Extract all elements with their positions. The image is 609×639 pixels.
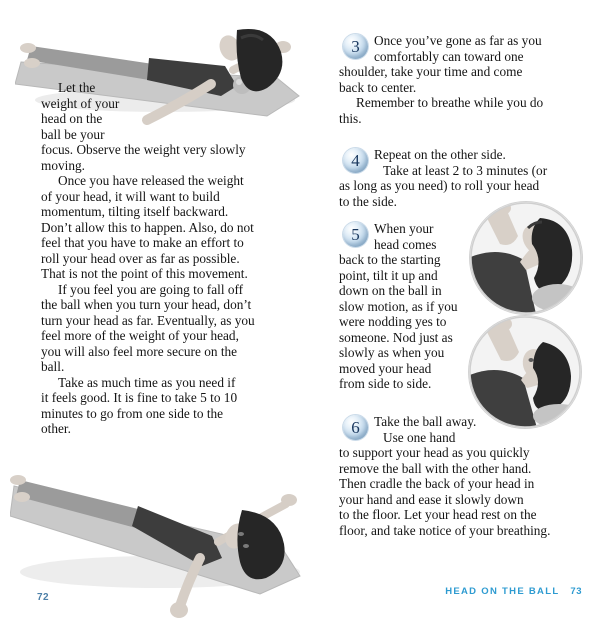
text-line: slowly as when you [339, 345, 445, 360]
text-line: minutes to go from one side to the [41, 405, 224, 421]
text-line: shoulder, take your time and come [339, 64, 523, 79]
step-3 [339, 33, 589, 126]
step-6-number-badge: 6 [343, 415, 368, 440]
text-line: the ball when you turn your head, don’t [41, 297, 252, 312]
step-4-number-badge: 4 [343, 148, 368, 173]
text-line: remove the ball with the other hand. [339, 460, 532, 476]
text-line: someone. Nod just as [339, 329, 453, 345]
text-line: down on the ball in [339, 283, 442, 298]
text-line: to the floor. Let your head rest on the [339, 507, 537, 522]
text-line: to the side. [339, 193, 397, 209]
right-page-number: 73 [570, 586, 582, 597]
text-line: other. [41, 421, 71, 436]
text-line: back to center. [339, 79, 417, 95]
text-line: turn your head as far. Eventually, as you [41, 312, 255, 328]
text-line: from side to side. [339, 376, 432, 391]
text-line: Take the ball away. [374, 414, 477, 429]
text-line: it feels good. It is fine to take 5 to 10 [41, 390, 238, 405]
text-line: your hand and ease it slowly down [339, 491, 524, 507]
text-line: Remember to breathe while you do [356, 95, 544, 110]
photo-lying-head-turned-to-side [10, 452, 305, 639]
right-page-footer [339, 586, 582, 597]
text-line: floor, and take notice of your breathing. [339, 522, 551, 538]
text-line: head on the [41, 111, 103, 126]
text-line: momentum, tilting itself backward. [41, 204, 229, 219]
text-line: back to the starting [339, 252, 441, 267]
text-line: head comes [374, 236, 437, 252]
left-page-number: 72 [37, 592, 50, 603]
circle-photo-head-nodding [469, 316, 581, 428]
text-line: moved your head [339, 360, 432, 376]
left-page-text [41, 80, 305, 437]
step-6 [339, 414, 589, 538]
text-line: roll your head over as far as possible. [41, 250, 240, 266]
text-line: When your [374, 221, 434, 236]
text-line: ball be your [41, 126, 105, 142]
text-line: focus. Observe the weight very slowly [41, 142, 246, 157]
text-line: you will also feel more secure on the [41, 343, 238, 359]
text-line: Use one hand [383, 429, 456, 445]
text-line: moving. [41, 157, 85, 173]
text-line: were nodding yes to [339, 314, 447, 329]
text-line: slow motion, as if you [339, 298, 458, 314]
text-line: point, tilt it up and [339, 267, 438, 283]
text-line: Once you’ve gone as far as you [374, 33, 542, 48]
circle-photo-head-tilted-up [470, 202, 582, 314]
step-4 [339, 147, 589, 209]
text-line: Take at least 2 to 3 minutes (or [383, 162, 548, 178]
text-line: Once you have released the weight [58, 173, 244, 188]
text-line: feel that you have to make an effort to [41, 235, 244, 250]
step-3-number-badge: 3 [343, 34, 368, 59]
text-line: If you feel you are going to fall off [58, 281, 244, 297]
text-line: as long as you need) to roll your head [339, 178, 540, 193]
text-line: ball. [41, 359, 65, 374]
text-line: Take as much time as you need if [58, 374, 236, 390]
text-line: this. [339, 110, 362, 126]
text-line: feel more of the weight of your head, [41, 328, 239, 343]
text-line: Then cradle the back of your head in [339, 476, 535, 491]
text-line: weight of your [41, 95, 120, 111]
step-5-number-badge: 5 [343, 222, 368, 247]
text-line: Let the [58, 80, 96, 95]
text-line: Don’t allow this to happen. Also, do not [41, 219, 254, 235]
text-line: of your head, it will want to build [41, 188, 220, 204]
text-line: Repeat on the other side. [374, 147, 506, 162]
text-line: to support your head as you quickly [339, 445, 530, 460]
text-line: comfortably can toward one [374, 48, 524, 64]
chapter-title: HEAD ON THE BALL [445, 586, 560, 597]
text-line: That is not the point of this movement. [41, 266, 248, 281]
